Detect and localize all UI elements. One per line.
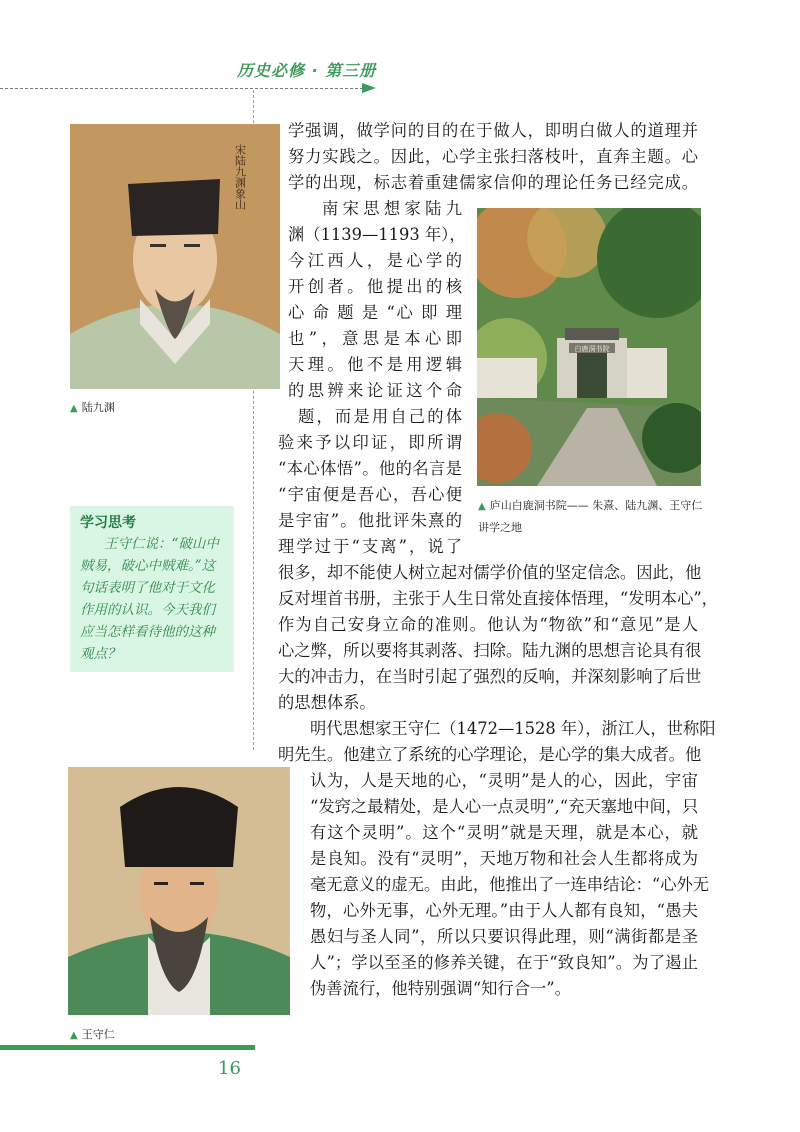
body-line: 物，心外无事，心外无理。”由于人人都有良知，“愚夫 bbox=[310, 901, 698, 920]
body-line: 是宇宙”。他批评朱熹的 bbox=[278, 511, 462, 530]
footer-bar bbox=[0, 1045, 255, 1050]
triangle-icon: ▲ bbox=[478, 501, 486, 512]
body-line: 南宋思想家陆九 bbox=[322, 199, 462, 218]
body-line: 学强调，做学问的目的在于做人，即明白做人的道理并 bbox=[288, 121, 698, 140]
body-line: 验来予以印证，即所谓 bbox=[278, 433, 462, 452]
body-line: 的思辨来论证这个命 bbox=[288, 381, 462, 400]
study-think-line: 应当怎样看待他的这种 bbox=[80, 624, 215, 640]
photo-bailudong-academy bbox=[477, 208, 701, 486]
portrait-lu-jiuyuan bbox=[70, 124, 280, 389]
body-line: 愚妇与圣人同”，所以只要识得此理，则“满街都是圣 bbox=[310, 927, 698, 946]
page-number: 16 bbox=[218, 1058, 241, 1079]
body-line: 理学过于“支离”，说了 bbox=[278, 537, 462, 556]
body-line: 开创者。他提出的核 bbox=[288, 277, 462, 296]
body-line: 认为，人是天地的心，“灵明”是人的心，因此，宇宙 bbox=[310, 771, 698, 790]
caption-lu-jiuyuan: ▲ 陆九渊 bbox=[70, 401, 115, 414]
body-line: 学的出现，标志着重建儒家信仰的理论任务已经完成。 bbox=[288, 173, 698, 192]
header-title: 历史必修 · 第三册 bbox=[237, 61, 377, 80]
body-line: 心 命 题 是 “心 即 理 bbox=[288, 303, 462, 322]
body-line: 伪善流行，他特别强调“知行合一”。 bbox=[310, 979, 571, 998]
body-line: 明先生。他建立了系统的心学理论，是心学的集大成者。他 bbox=[278, 745, 702, 764]
caption-wang-shouren: ▲ 王守仁 bbox=[70, 1028, 115, 1041]
study-think-line: 贼易，破心中贼难。”这 bbox=[80, 558, 216, 574]
body-line: 作为自己安身立命的准则。他认为“物欲”和“意见”是人 bbox=[278, 615, 698, 634]
body-line: 题，而是用自己的体 bbox=[298, 407, 462, 426]
header-divider bbox=[0, 88, 368, 89]
study-think-line: 作用的认识。今天我们 bbox=[80, 602, 215, 618]
study-think-line: 观点？ bbox=[80, 646, 121, 662]
body-line: 是良知。没有“灵明”，天地万物和社会人生都将成为 bbox=[310, 849, 698, 868]
body-line: 大的冲击力，在当时引起了强烈的反响，并深刻影响了后世 bbox=[278, 667, 702, 686]
body-line: 明代思想家王守仁（1472—1528 年），浙江人，世称阳 bbox=[310, 719, 716, 738]
triangle-icon: ▲ bbox=[70, 1030, 78, 1041]
study-think-line: 句话表明了他对于文化 bbox=[80, 580, 215, 596]
body-line: 人”；学以至圣的修养关键，在于“致良知”。为了遏止 bbox=[310, 953, 698, 972]
body-line: 今江西人，是心学的 bbox=[288, 251, 462, 270]
body-line: “宇宙便是吾心，吾心便 bbox=[278, 485, 462, 504]
study-think-line: 王守仁说：“破山中 bbox=[104, 536, 219, 552]
body-line: “本心体悟”。他的名言是 bbox=[278, 459, 462, 478]
body-line: 有这个灵明”。这个“灵明”就是天理，就是本心，就 bbox=[310, 823, 698, 842]
body-line: 心之弊，所以要将其剥落、扫除。陆九渊的思想言论具有很 bbox=[278, 641, 702, 660]
study-think-title: 学习思考 bbox=[80, 515, 136, 531]
body-line: “发窍之最精处，是人心一点灵明”,“充天塞地中间，只 bbox=[310, 797, 699, 816]
caption-bailudong-line2: 讲学之地 bbox=[478, 521, 522, 534]
body-line: 努力实践之。因此，心学主张扫落枝叶，直奔主题。心 bbox=[288, 147, 698, 166]
body-line: 也”，意思是本心即 bbox=[288, 329, 462, 348]
body-line: 的思想体系。 bbox=[278, 693, 376, 712]
header-arrow-icon bbox=[362, 83, 376, 93]
portrait-inscription: 宋陆九渊象山 bbox=[233, 144, 247, 210]
gate-plaque: 白鹿洞书院 bbox=[574, 345, 610, 353]
body-line: 天理。他不是用逻辑 bbox=[288, 355, 462, 374]
body-line: 反对埋首书册，主张于人生日常处直接体悟理，“发明本心”， bbox=[278, 589, 718, 608]
caption-bailudong: ▲ 庐山白鹿洞书院—— 朱熹、陆九渊、王守仁 bbox=[478, 499, 703, 512]
body-line: 很多，却不能使人树立起对儒学价值的坚定信念。因此，他 bbox=[278, 563, 702, 582]
body-line: 毫无意义的虚无。由此，他推出了一连串结论：“心外无 bbox=[310, 875, 710, 894]
body-line: 渊（1139—1193 年）， bbox=[288, 225, 466, 244]
triangle-icon: ▲ bbox=[70, 403, 78, 414]
portrait-wang-shouren bbox=[68, 767, 290, 1015]
